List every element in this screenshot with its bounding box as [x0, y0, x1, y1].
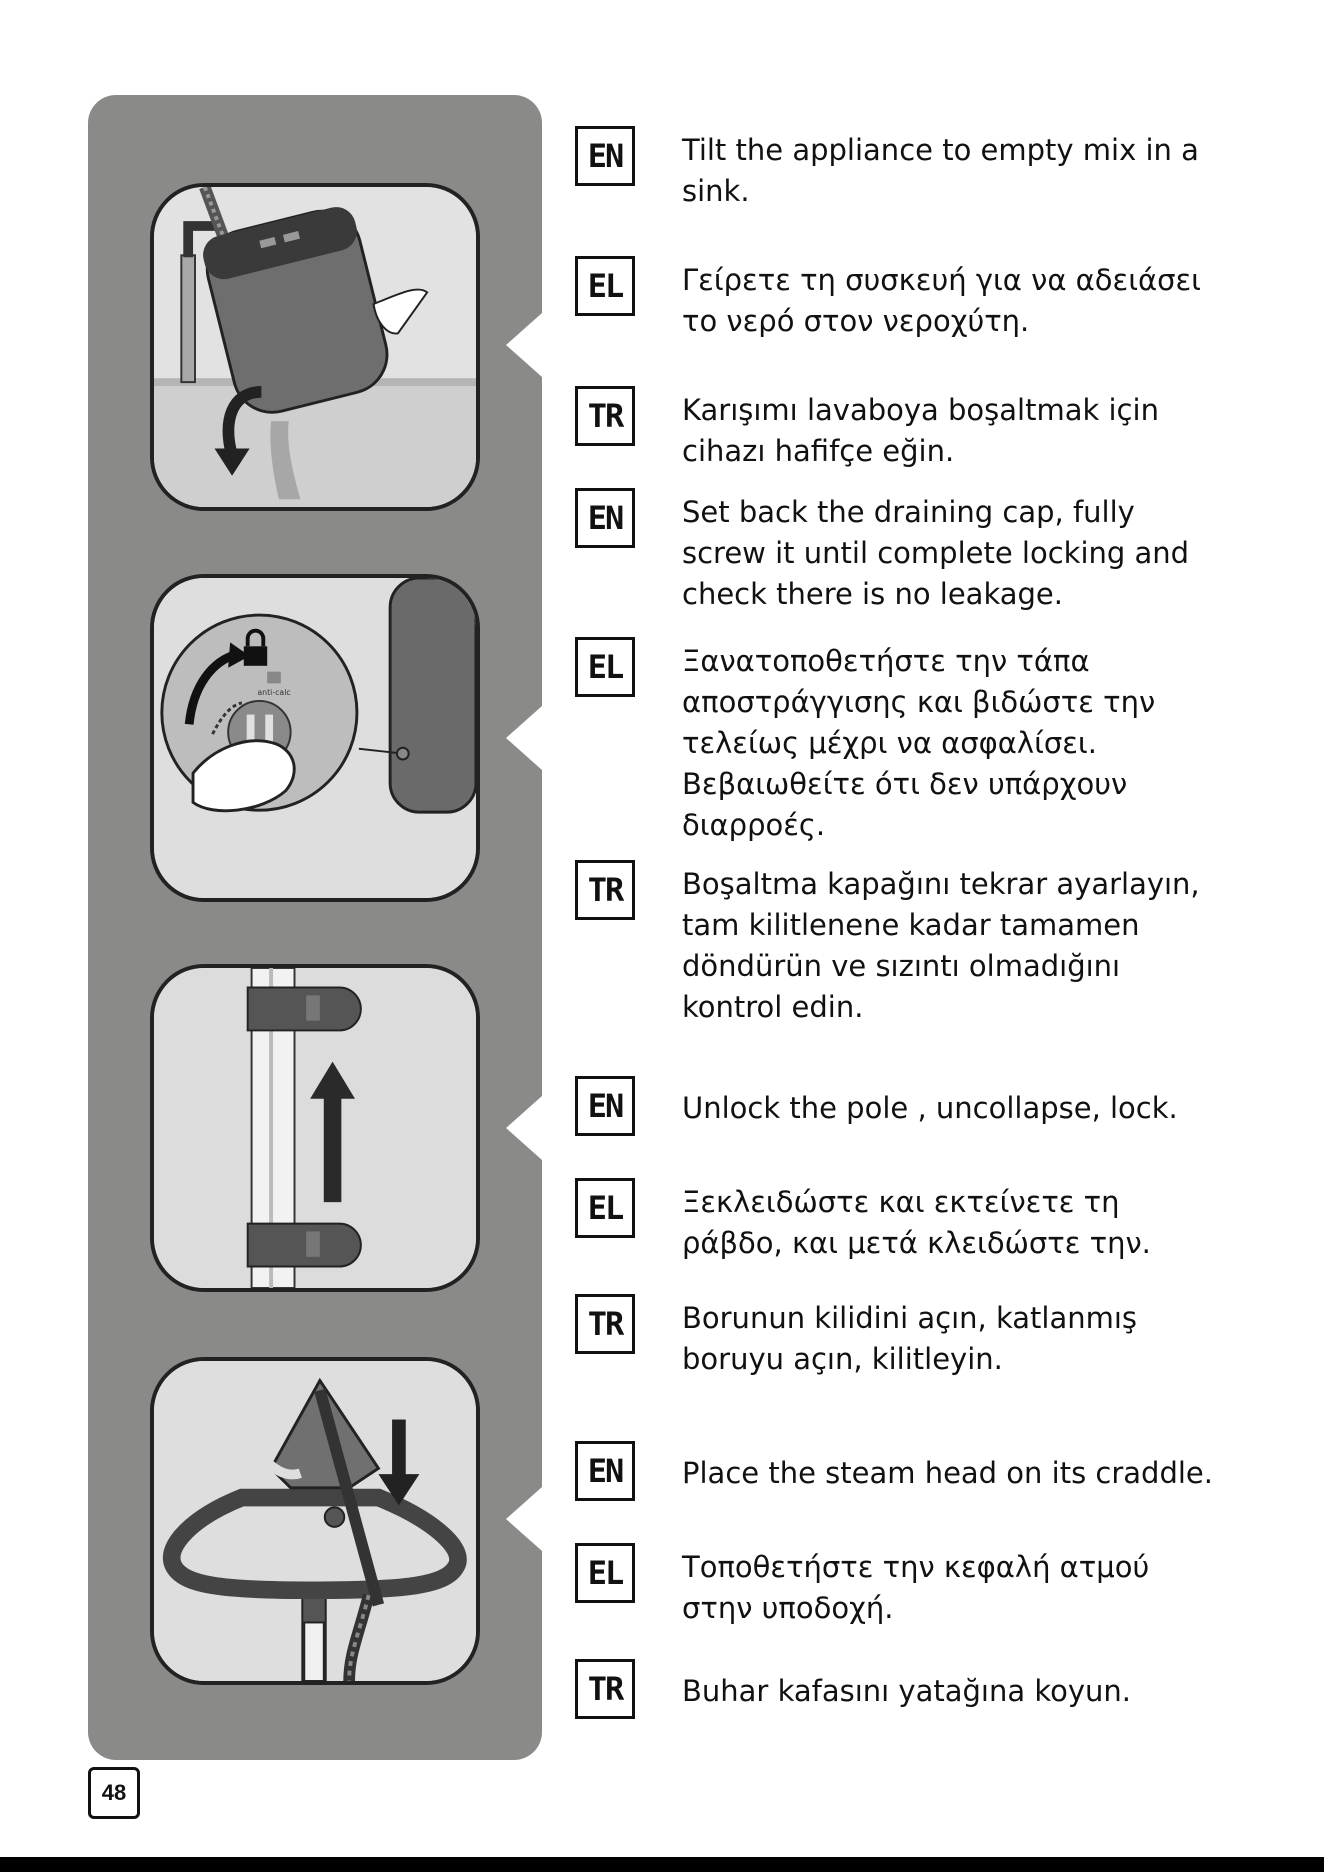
instruction-text-tr: Borunun kilidini açın, katlanmış boruyu açın, kilitleyin. — [682, 1301, 1138, 1376]
step-3-tr — [575, 1294, 1275, 1380]
step-3-el — [575, 1178, 1275, 1264]
instruction-text-en: Unlock the pole , uncollapse, lock. — [682, 1091, 1178, 1125]
tilt-sink-image — [154, 187, 476, 507]
step-2-tr — [575, 860, 1275, 1028]
step-1-tr — [575, 386, 1275, 472]
instruction-text-el: Τοποθετήστε την κεφαλή ατμού στην υποδοχή. — [682, 1550, 1150, 1625]
instruction-text-tr: Karışımı lavaboya boşaltmak için cihazı hafifçe eğin. — [682, 393, 1159, 468]
language-badge-el: EL — [575, 637, 635, 697]
step-1-en — [575, 126, 1275, 212]
panel-pointer — [506, 1096, 542, 1160]
illustration-pole — [150, 964, 480, 1292]
language-badge-en: EN — [575, 488, 635, 548]
panel-pointer — [506, 313, 542, 377]
step-1 — [575, 126, 1275, 472]
language-badge-el: EL — [575, 256, 635, 316]
language-badge-el: EL — [575, 1178, 635, 1238]
language-badge-el: EL — [575, 1543, 635, 1603]
panel-pointer — [506, 1487, 542, 1551]
instruction-text-en: Set back the draining cap, fully screw it until complete locking and check there is no leakage. — [682, 495, 1190, 611]
language-badge-tr: TR — [575, 1294, 635, 1354]
step-1-el — [575, 256, 1275, 342]
language-badge-en: EN — [575, 1441, 635, 1501]
step-4-el — [575, 1543, 1275, 1629]
page-number: 48 — [88, 1767, 140, 1819]
bottom-rule — [0, 1857, 1324, 1872]
illustration-draining-cap — [150, 574, 480, 902]
panel-pointer — [506, 706, 542, 770]
language-badge-tr: TR — [575, 1659, 635, 1719]
illustration-craddle — [150, 1357, 480, 1685]
step-3-en — [575, 1076, 1275, 1136]
language-badge-tr: TR — [575, 386, 635, 446]
draining-cap-image — [154, 578, 476, 898]
step-4-en — [575, 1441, 1275, 1501]
instruction-text-tr: Buhar kafasını yatağına koyun. — [682, 1674, 1131, 1708]
instruction-text-el: Ξανατοποθετήστε την τάπα αποστράγγισης και βιδώστε την τελείως μέχρι να ασφαλίσει. Βεβαιωθείτε ότι δεν υπάρχουν διαρροές. — [682, 644, 1156, 842]
step-3 — [575, 1076, 1275, 1380]
language-badge-tr: TR — [575, 860, 635, 920]
step-2 — [575, 488, 1275, 1028]
step-4-tr — [575, 1659, 1275, 1719]
pole-image — [154, 968, 476, 1288]
illustration-tilt-sink — [150, 183, 480, 511]
instruction-text-el: Ξεκλειδώστε και εκτείνετε τη ράβδο, και μετά κλειδώστε την. — [682, 1185, 1151, 1260]
instruction-text-en: Tilt the appliance to empty mix in a sink. — [682, 133, 1199, 208]
craddle-image — [154, 1361, 476, 1681]
step-2-el — [575, 637, 1275, 846]
anti-calc-label: anti-calc — [257, 688, 291, 698]
instruction-text-tr: Boşaltma kapağını tekrar ayarlayın, tam kilitlenene kadar tamamen döndürün ve sızıntı olmadığını kontrol edin. — [682, 867, 1200, 1024]
language-badge-en: EN — [575, 126, 635, 186]
step-4 — [575, 1441, 1275, 1719]
step-2-en — [575, 488, 1275, 615]
instruction-text-el: Γείρετε τη συσκευή για να αδειάσει το νερό στον νεροχύτη. — [682, 263, 1201, 338]
instruction-text-en: Place the steam head on its craddle. — [682, 1456, 1213, 1490]
language-badge-en: EN — [575, 1076, 635, 1136]
